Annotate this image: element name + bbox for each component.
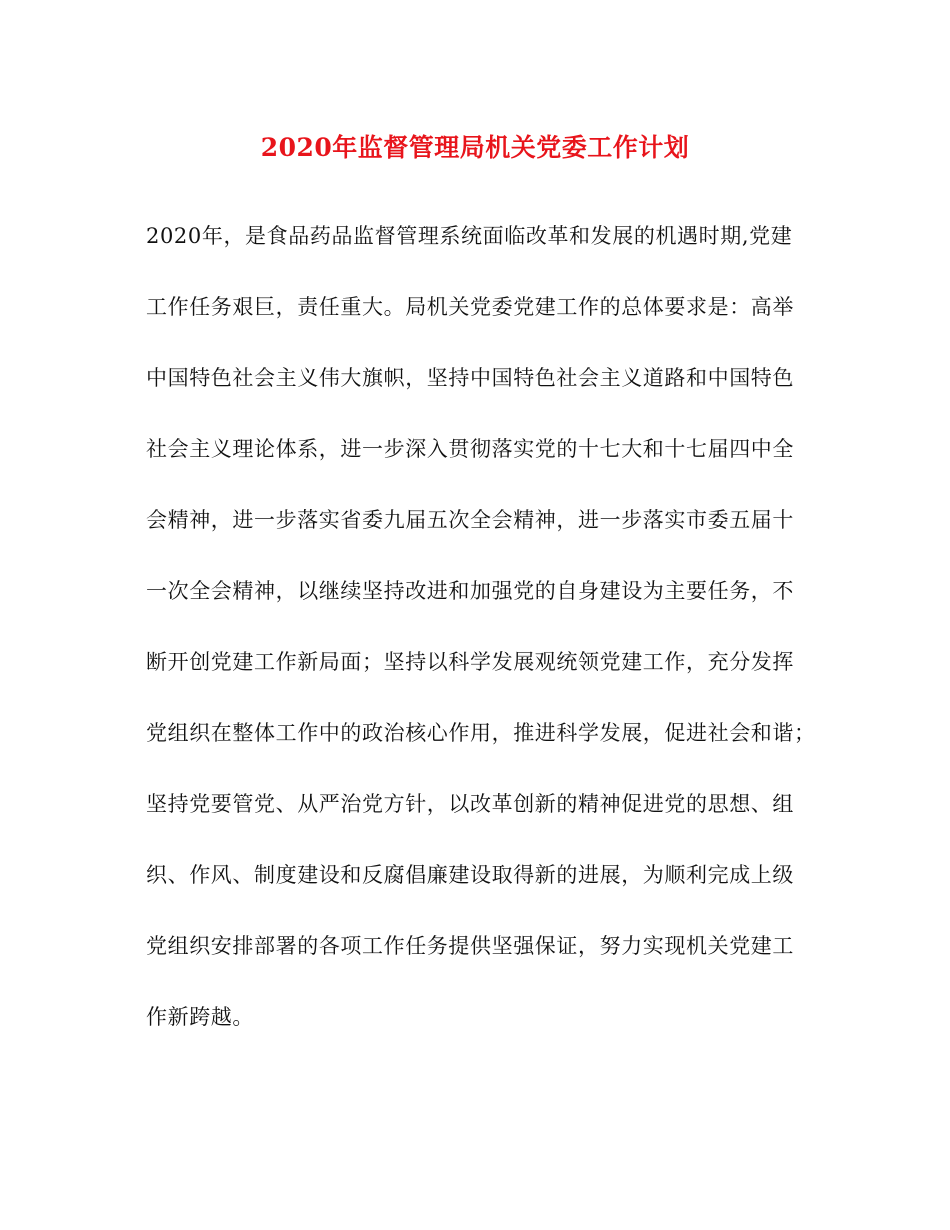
paragraph-line: 社会主义理论体系，进一步深入贯彻落实党的十七大和十七届四中全: [146, 437, 794, 461]
paragraph-line: 2020年，是食品药品监督管理系统面临改革和发展的机遇时期,党建: [146, 224, 793, 248]
paragraph-line: 中国特色社会主义伟大旗帜，坚持中国特色社会主义道路和中国特色: [146, 366, 794, 390]
paragraph-line: 作新跨越。: [146, 1005, 254, 1029]
paragraph-line: 党组织在整体工作中的政治核心作用，推进科学发展，促进社会和谐；: [146, 721, 816, 745]
paragraph-line: 党组织安排部署的各项工作任务提供坚强保证，努力实现机关党建工: [146, 934, 794, 958]
paragraph-line: 会精神，进一步落实省委九届五次全会精神，进一步落实市委五届十: [146, 508, 794, 532]
paragraph-line: 断开创党建工作新局面；坚持以科学发展观统领党建工作，充分发挥: [146, 650, 794, 674]
document-title: 2020年监督管理局机关党委工作计划: [260, 133, 690, 162]
paragraph-line: 工作任务艰巨，责任重大。局机关党委党建工作的总体要求是：高举: [146, 295, 794, 319]
paragraph-line: 坚持党要管党、从严治党方针，以改革创新的精神促进党的思想、组: [146, 792, 794, 816]
paragraph-line: 一次全会精神，以继续坚持改进和加强党的自身建设为主要任务，不: [146, 579, 794, 603]
paragraph-line: 织、作风、制度建设和反腐倡廉建设取得新的进展，为顺利完成上级: [146, 863, 794, 887]
